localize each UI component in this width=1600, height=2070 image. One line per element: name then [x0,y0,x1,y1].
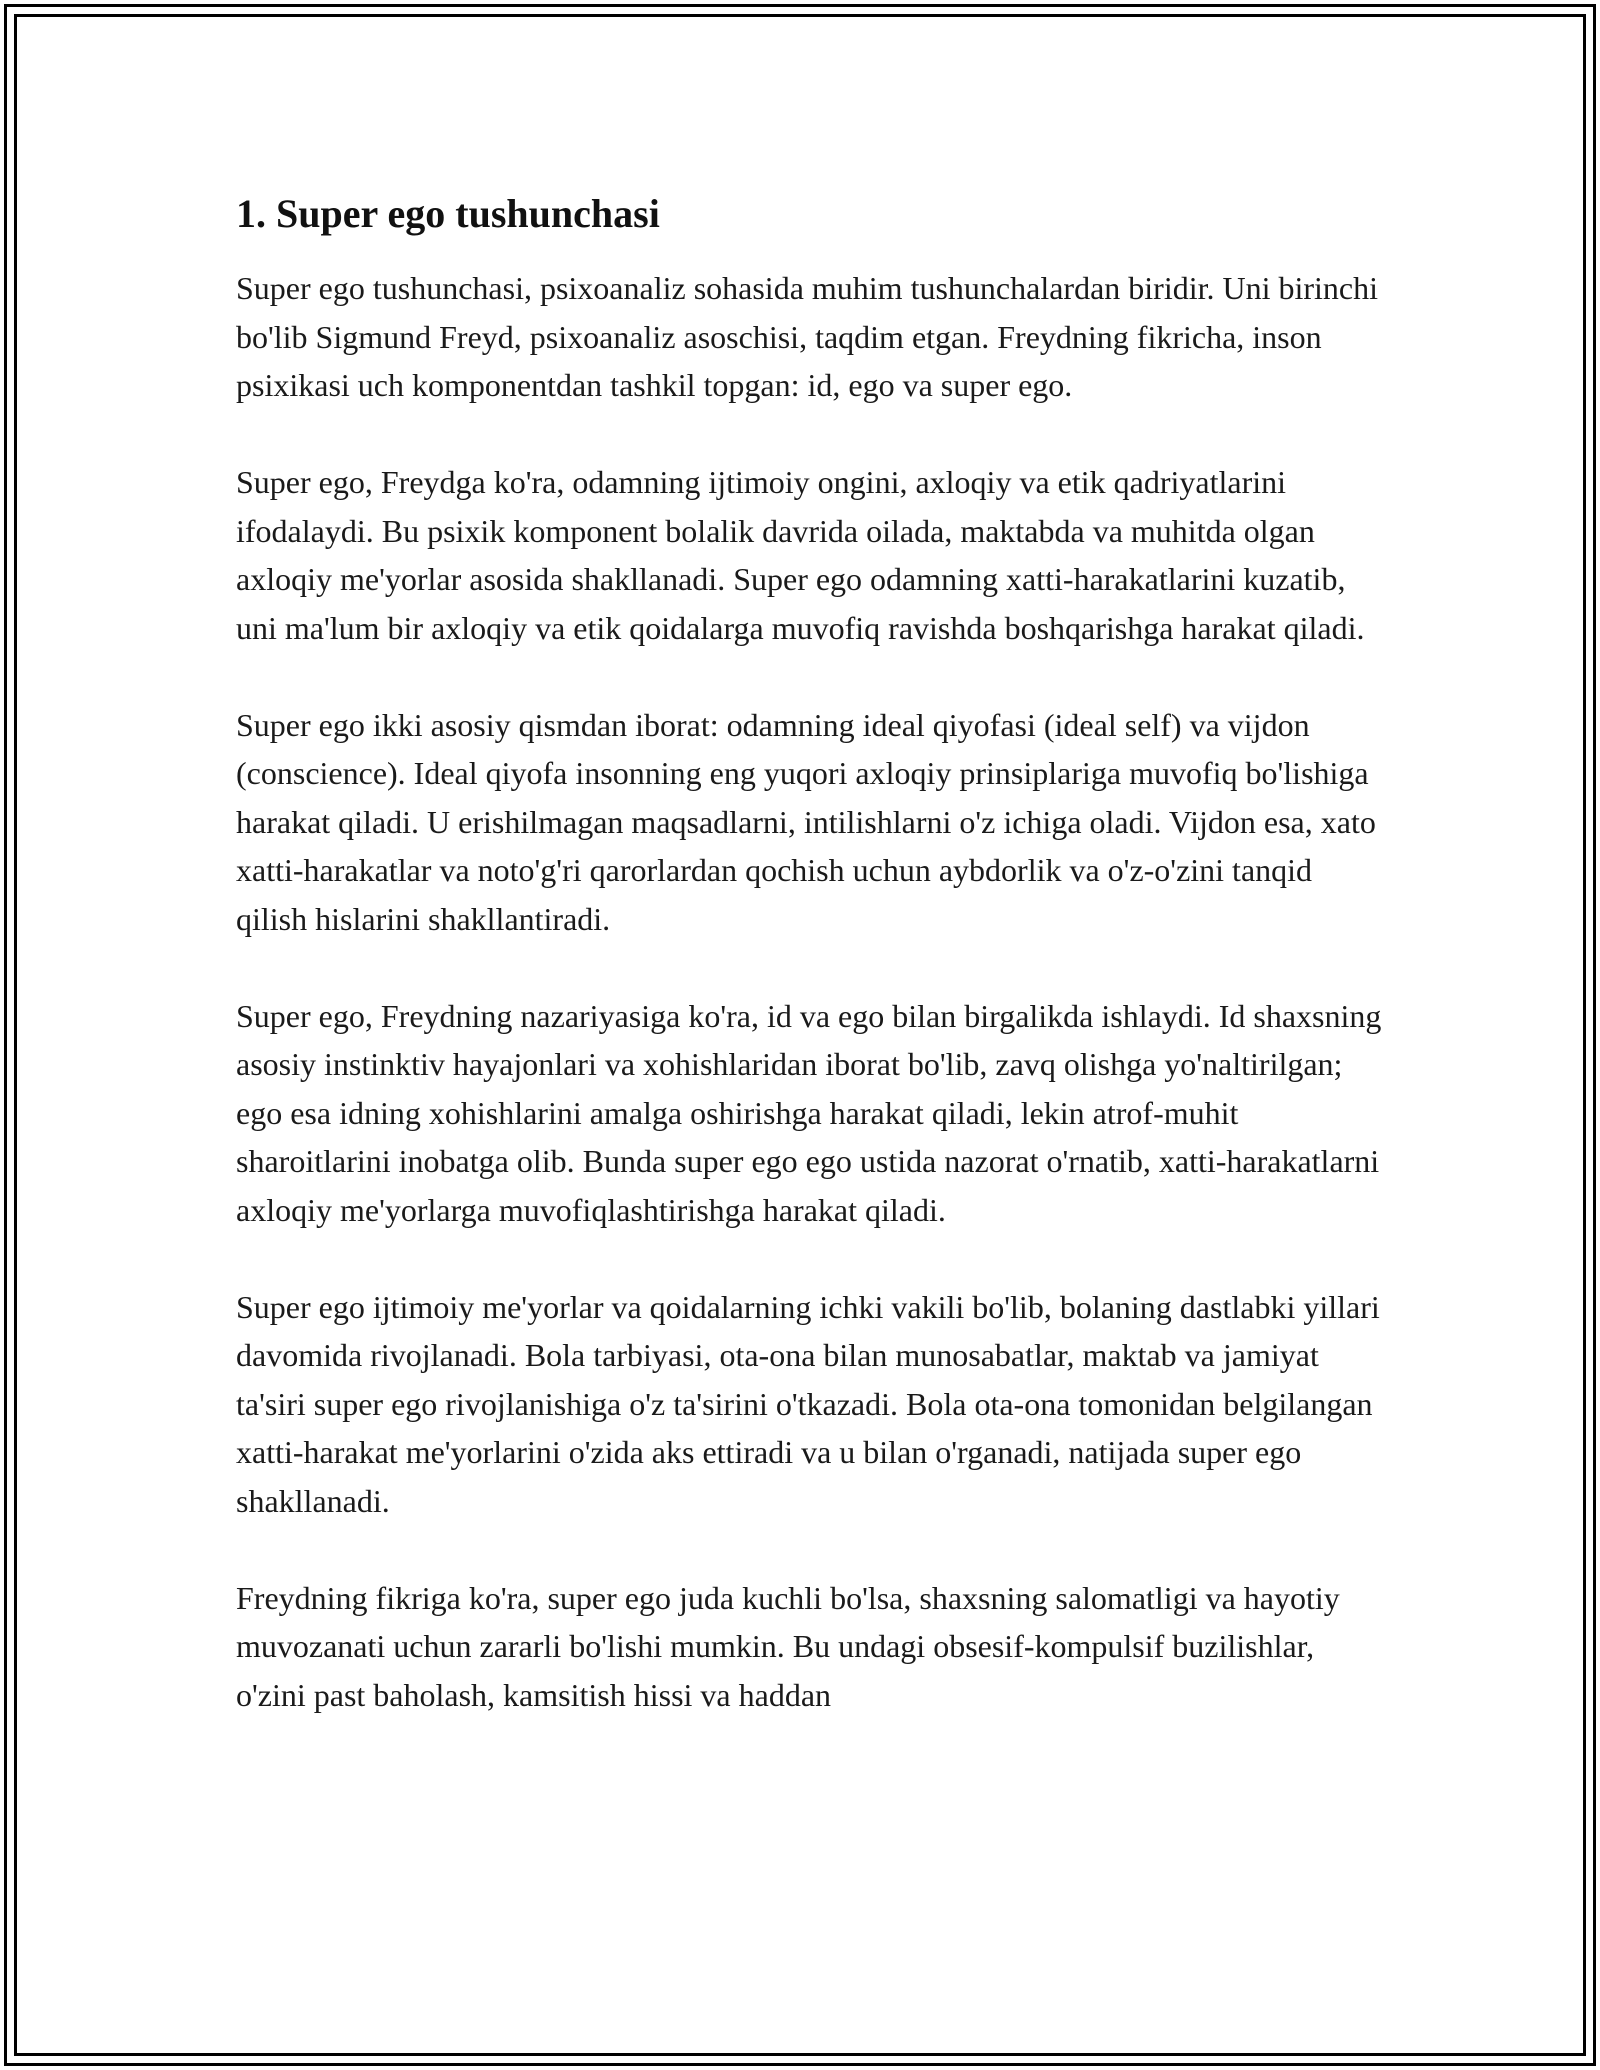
paragraph-6: Freydning fikriga ko'ra, super ego juda kuchli bo'lsa, shaxsning salomatligi va hayotiy muvozanati uchun zararli bo'lishi mumkin. Bu undagi obsesif-kompulsif buzilishlar, o'zini past baholash, kamsitish hissi va haddan [236,1579,1340,1713]
section-heading: 1. Super ego tushunchasi [236,191,660,236]
paragraph-4: Super ego, Freydning nazariyasiga ko'ra, id va ego bilan birgalikda ishlaydi. Id shaxsning asosiy instinktiv hayajonlari va xohishlaridan iborat bo'lib, zavq olishga yo'naltirilgan; ego esa idning xohishlarini amalga oshirishga harakat qiladi, lekin atrof-muhit sharoitlarini inobatga olib. Bunda super ego ego ustida nazorat o'rnatib, xatti-harakatlarni axloqiy me'yorlarga muvofiqlashtirishga harakat qiladi. [236,997,1382,1228]
paragraph-2: Super ego, Freydga ko'ra, odamning ijtimoiy ongini, axloqiy va etik qadriyatlarini ifodalaydi. Bu psixik komponent bolalik davrida oilada, maktabda va muhitda olgan axloqiy me'yorlar asosida shakllanadi. Super ego odamning xatti-harakatlarini kuzatib, uni ma'lum bir axloqiy va etik qoidalarga muvofiq ravishda boshqarishga harakat qiladi. [236,464,1365,646]
paragraph-1: Super ego tushunchasi, psixoanaliz sohasida muhim tushunchalardan biridir. Uni birinchi bo'lib Sigmund Freyd, psixoanaliz asoschisi, taqdim etgan. Freydning fikricha, inson psixikasi uch komponentdan tashkil topgan: id, ego va super ego. [236,270,1379,403]
paragraph-5: Super ego ijtimoiy me'yorlar va qoidalarning ichki vakili bo'lib, bolaning dastlabki yillari davomida rivojlanadi. Bola tarbiyasi, ota-ona bilan munosabatlar, maktab va jamiyat ta'siri super ego rivojlanishiga o'z ta'sirini o'tkazadi. Bola ota-ona tomonidan belgilangan xatti-harakat me'yorlarini o'zida aks ettiradi va u bilan o'rganadi, natijada super ego shakllanadi. [236,1288,1380,1519]
document-body [236,188,1386,1719]
paragraph-3: Super ego ikki asosiy qismdan iborat: odamning ideal qiyofasi (ideal self) va vijdon (conscience). Ideal qiyofa insonning eng yuqori axloqiy prinsiplariga muvofiq bo'lishiga harakat qiladi. U erishilmagan maqsadlarni, intilishlarni o'z ichiga oladi. Vijdon esa, xato xatti-harakatlar va noto'g'ri qarorlardan qochish uchun aybdorlik va o'z-o'zini tanqid qilish hislarini shakllantiradi. [236,706,1376,937]
